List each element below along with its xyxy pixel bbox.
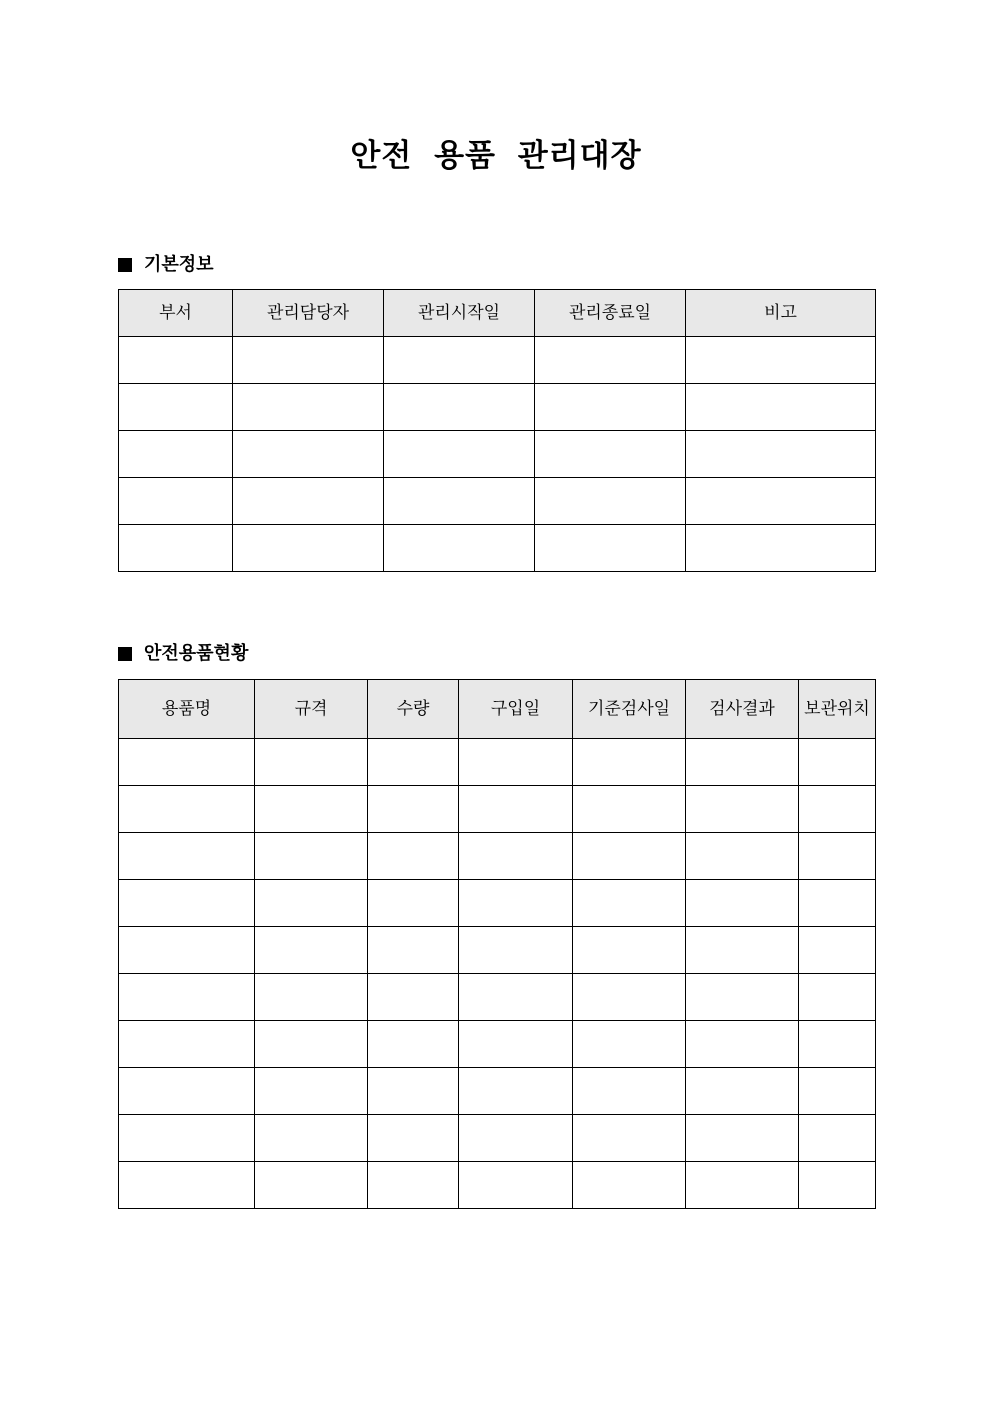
table-cell[interactable] bbox=[573, 880, 686, 927]
table-row bbox=[119, 1068, 876, 1115]
table-cell[interactable] bbox=[368, 1162, 459, 1209]
basic-info-column-header: 관리담당자 bbox=[233, 290, 384, 337]
table-cell[interactable] bbox=[686, 431, 876, 478]
items-column-header: 수량 bbox=[368, 680, 459, 739]
table-row bbox=[119, 525, 876, 572]
table-cell[interactable] bbox=[119, 833, 255, 880]
table-cell[interactable] bbox=[384, 525, 535, 572]
items-column-header: 구입일 bbox=[459, 680, 573, 739]
table-cell[interactable] bbox=[573, 739, 686, 786]
table-cell[interactable] bbox=[255, 786, 368, 833]
table-cell[interactable] bbox=[368, 1115, 459, 1162]
items-heading-label: 안전용품현황 bbox=[144, 643, 249, 664]
table-cell[interactable] bbox=[119, 1115, 255, 1162]
items-column-header: 검사결과 bbox=[686, 680, 799, 739]
table-cell[interactable] bbox=[799, 833, 876, 880]
table-cell[interactable] bbox=[255, 974, 368, 1021]
basic-info-column-header: 부서 bbox=[119, 290, 233, 337]
table-cell[interactable] bbox=[459, 927, 573, 974]
table-cell[interactable] bbox=[573, 927, 686, 974]
items-column-header: 용품명 bbox=[119, 680, 255, 739]
table-cell[interactable] bbox=[686, 1021, 799, 1068]
table-cell[interactable] bbox=[255, 1068, 368, 1115]
table-cell[interactable] bbox=[573, 1115, 686, 1162]
table-cell[interactable] bbox=[573, 1162, 686, 1209]
items-heading bbox=[118, 642, 248, 666]
table-row bbox=[119, 1162, 876, 1209]
table-cell[interactable] bbox=[119, 337, 233, 384]
table-cell[interactable] bbox=[799, 880, 876, 927]
table-row bbox=[119, 786, 876, 833]
table-cell[interactable] bbox=[255, 739, 368, 786]
table-row bbox=[119, 1115, 876, 1162]
table-cell[interactable] bbox=[233, 431, 384, 478]
table-cell[interactable] bbox=[384, 478, 535, 525]
table-cell[interactable] bbox=[255, 833, 368, 880]
items-column-header: 보관위치 bbox=[799, 680, 876, 739]
table-row bbox=[119, 927, 876, 974]
table-cell[interactable] bbox=[573, 1021, 686, 1068]
table-cell[interactable] bbox=[535, 431, 686, 478]
page-title: 안전 용품 관리대장 bbox=[350, 138, 642, 174]
table-cell[interactable] bbox=[535, 337, 686, 384]
table-cell[interactable] bbox=[686, 337, 876, 384]
table-cell[interactable] bbox=[119, 974, 255, 1021]
table-cell[interactable] bbox=[799, 1162, 876, 1209]
basic-info-column-header: 관리종료일 bbox=[535, 290, 686, 337]
table-cell[interactable] bbox=[255, 880, 368, 927]
square-bullet-icon bbox=[118, 258, 132, 272]
table-cell[interactable] bbox=[799, 739, 876, 786]
table-cell[interactable] bbox=[686, 478, 876, 525]
table-cell[interactable] bbox=[233, 525, 384, 572]
table-cell[interactable] bbox=[573, 1068, 686, 1115]
table-cell[interactable] bbox=[686, 384, 876, 431]
table-cell[interactable] bbox=[384, 431, 535, 478]
table-row bbox=[119, 1021, 876, 1068]
table-cell[interactable] bbox=[119, 739, 255, 786]
table-cell[interactable] bbox=[119, 478, 233, 525]
table-cell[interactable] bbox=[119, 525, 233, 572]
basic-info-column-header: 관리시작일 bbox=[384, 290, 535, 337]
table-row bbox=[119, 478, 876, 525]
basic-info-heading bbox=[118, 253, 214, 277]
table-cell[interactable] bbox=[686, 1162, 799, 1209]
basic-info-table bbox=[118, 289, 876, 572]
table-row bbox=[119, 384, 876, 431]
table-row bbox=[119, 833, 876, 880]
table-cell[interactable] bbox=[119, 880, 255, 927]
table-cell[interactable] bbox=[368, 1021, 459, 1068]
table-cell[interactable] bbox=[255, 1162, 368, 1209]
table-cell[interactable] bbox=[368, 1068, 459, 1115]
table-cell[interactable] bbox=[799, 927, 876, 974]
table-cell[interactable] bbox=[686, 974, 799, 1021]
table-cell[interactable] bbox=[119, 1068, 255, 1115]
table-cell[interactable] bbox=[368, 786, 459, 833]
table-cell[interactable] bbox=[535, 384, 686, 431]
basic-info-column-header: 비고 bbox=[686, 290, 876, 337]
table-cell[interactable] bbox=[255, 927, 368, 974]
table-cell[interactable] bbox=[535, 525, 686, 572]
table-cell[interactable] bbox=[459, 786, 573, 833]
table-cell[interactable] bbox=[459, 739, 573, 786]
basic-info-heading-label: 기본정보 bbox=[144, 254, 214, 275]
table-cell[interactable] bbox=[573, 974, 686, 1021]
table-cell[interactable] bbox=[799, 1068, 876, 1115]
table-cell[interactable] bbox=[686, 927, 799, 974]
table-cell[interactable] bbox=[686, 880, 799, 927]
table-cell[interactable] bbox=[255, 1115, 368, 1162]
table-cell[interactable] bbox=[686, 525, 876, 572]
table-cell[interactable] bbox=[119, 927, 255, 974]
items-body bbox=[119, 739, 876, 1209]
table-cell[interactable] bbox=[368, 927, 459, 974]
table-row bbox=[119, 739, 876, 786]
table-cell[interactable] bbox=[459, 1068, 573, 1115]
table-cell[interactable] bbox=[119, 384, 233, 431]
table-cell[interactable] bbox=[459, 1021, 573, 1068]
table-cell[interactable] bbox=[573, 833, 686, 880]
table-row bbox=[119, 974, 876, 1021]
table-cell[interactable] bbox=[233, 478, 384, 525]
table-cell[interactable] bbox=[233, 384, 384, 431]
table-cell[interactable] bbox=[119, 1021, 255, 1068]
table-cell[interactable] bbox=[368, 739, 459, 786]
table-cell[interactable] bbox=[799, 786, 876, 833]
table-cell[interactable] bbox=[686, 739, 799, 786]
table-row bbox=[119, 880, 876, 927]
table-cell[interactable] bbox=[535, 478, 686, 525]
basic-info-body bbox=[119, 337, 876, 572]
square-bullet-icon bbox=[118, 647, 132, 661]
table-cell[interactable] bbox=[119, 1162, 255, 1209]
table-cell[interactable] bbox=[384, 384, 535, 431]
table-cell[interactable] bbox=[459, 833, 573, 880]
items-column-header: 기준검사일 bbox=[573, 680, 686, 739]
table-cell[interactable] bbox=[119, 786, 255, 833]
table-cell[interactable] bbox=[459, 880, 573, 927]
items-header-row bbox=[119, 680, 876, 739]
table-cell[interactable] bbox=[799, 974, 876, 1021]
table-cell[interactable] bbox=[255, 1021, 368, 1068]
table-cell[interactable] bbox=[686, 1115, 799, 1162]
table-cell[interactable] bbox=[799, 1021, 876, 1068]
table-row bbox=[119, 337, 876, 384]
table-cell[interactable] bbox=[384, 337, 535, 384]
table-cell[interactable] bbox=[799, 1115, 876, 1162]
table-cell[interactable] bbox=[686, 833, 799, 880]
table-cell[interactable] bbox=[368, 974, 459, 1021]
table-cell[interactable] bbox=[119, 431, 233, 478]
table-cell[interactable] bbox=[368, 880, 459, 927]
items-table bbox=[118, 679, 876, 1209]
table-cell[interactable] bbox=[459, 1115, 573, 1162]
table-cell[interactable] bbox=[686, 1068, 799, 1115]
table-cell[interactable] bbox=[233, 337, 384, 384]
table-cell[interactable] bbox=[459, 974, 573, 1021]
table-row bbox=[119, 431, 876, 478]
basic-info-header-row bbox=[119, 290, 876, 337]
items-column-header: 규격 bbox=[255, 680, 368, 739]
table-cell[interactable] bbox=[368, 833, 459, 880]
table-cell[interactable] bbox=[686, 786, 799, 833]
table-cell[interactable] bbox=[459, 1162, 573, 1209]
table-cell[interactable] bbox=[573, 786, 686, 833]
